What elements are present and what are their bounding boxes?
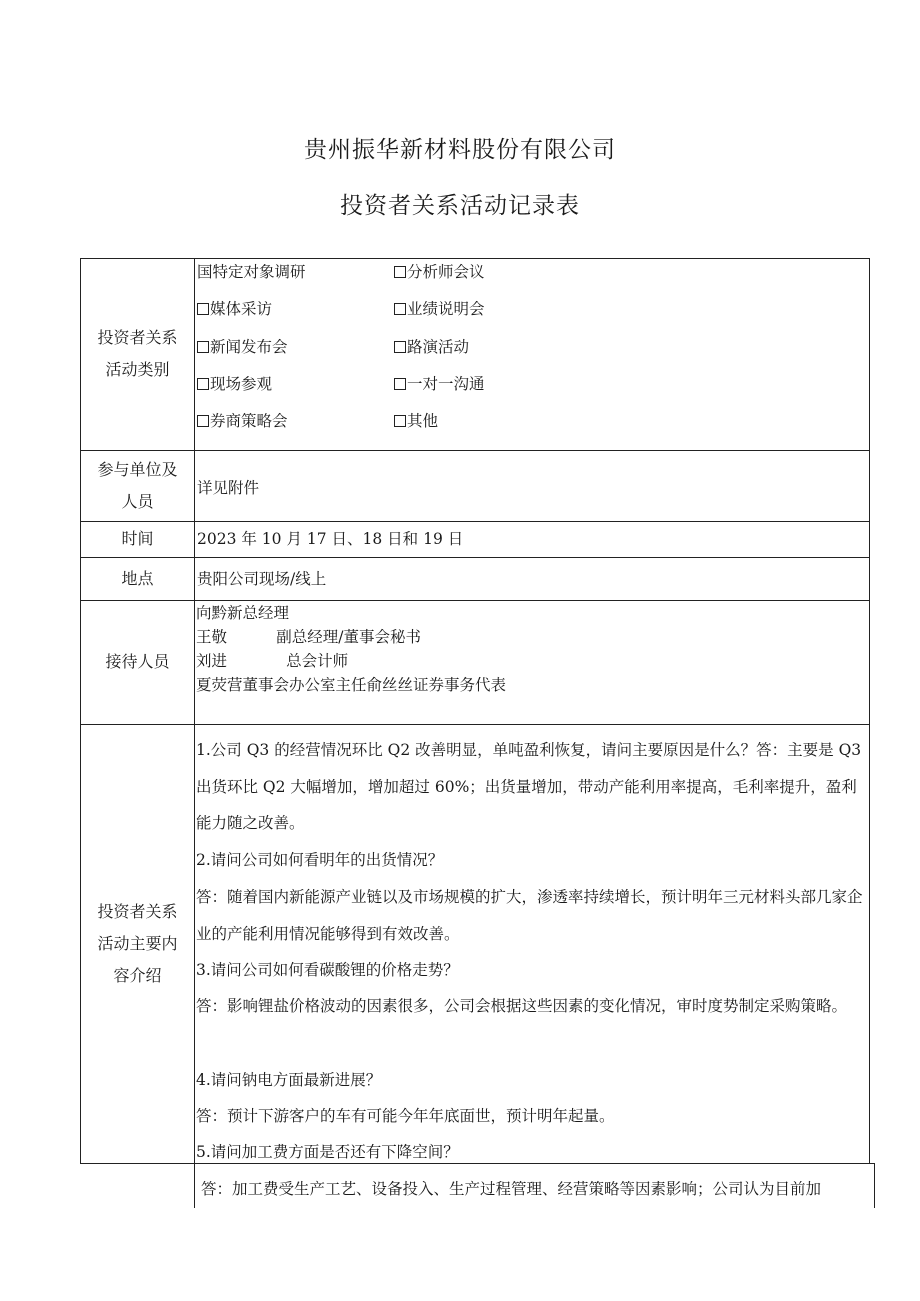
option-roadshow[interactable]: 路演活动 [394,336,469,358]
content-label: 投资者关系 活动主要内 容介绍 [97,902,178,985]
option-specific-research[interactable]: 国特定对象调研 [197,263,306,281]
answer-2: 答：随着国内新能源产业链以及市场规模的扩大，渗透率持续增长，预计明年三元材料头部几家企业的产能利用情况能够得到有效改善。 [196,888,863,943]
reception-person: 刘进 总会计师 [196,652,349,670]
time-value: 2023 年 10 月 17 日、18 日和 19 日 [197,530,464,548]
participants-value: 详见附件 [197,479,260,497]
option-press-conference[interactable]: 新闻发布会 [197,336,288,358]
reception-person: 夏荧营董事会办公室主任俞丝丝证券事务代表 [196,676,507,694]
checkbox-icon [394,378,406,390]
participants-label: 参与单位及 人员 [97,460,178,511]
checkbox-icon [394,415,406,427]
option-broker-strategy[interactable]: 券商策略会 [197,410,288,432]
activity-type-label: 投资者关系 活动类别 [97,328,178,379]
location-label: 地点 [121,569,154,588]
reception-person: 王敬 副总经理/董事会秘书 [196,628,421,646]
answer-3: 答：影响锂盐价格波动的因素很多，公司会根据这些因素的变化情况，审时度势制定采购策略。 [196,997,848,1015]
time-label: 时间 [121,529,154,548]
option-one-on-one[interactable]: 一对一沟通 [394,373,485,395]
checkbox-icon [394,266,406,278]
reception-person: 向黔新总经理 [196,604,290,622]
checkbox-icon [197,415,209,427]
checkbox-icon [197,378,209,390]
reception-label: 接待人员 [105,652,170,671]
checkbox-icon [197,341,209,353]
option-analyst-meeting[interactable]: 分析师会议 [394,261,485,283]
question-5: 5.请问加工费方面是否还有下降空间？ [196,1143,459,1161]
company-title: 贵州振华新材料股份有限公司 [304,137,616,163]
answer-5-partial: 答：加工费受生产工艺、设备投入、生产过程管理、经营策略等因素影响；公司认为目前加 [201,1180,822,1198]
checkbox-icon [197,303,209,315]
option-other[interactable]: 其他 [394,410,438,432]
qa-item-1: 1.公司 Q3 的经营情况环比 Q2 改善明显，单吨盈利恢复，请问主要原因是什么？答：主要是 Q3 出货环比 Q2 大幅增加，增加超过 60%；出货量增加，带动产能利用率提高，毛利率提升，盈利能力随之改善。 [196,741,862,832]
checkbox-icon [394,341,406,353]
answer-4: 答：预计下游客户的车有可能今年年底面世，预计明年起量。 [196,1107,615,1125]
option-earnings-call[interactable]: 业绩说明会 [394,298,485,320]
question-3: 3.请问公司如何看碳酸锂的价格走势？ [196,961,459,979]
location-value: 贵阳公司现场/线上 [197,570,327,588]
question-4: 4.请问钠电方面最新进展？ [196,1071,382,1089]
option-site-visit[interactable]: 现场参观 [197,373,272,395]
option-media-interview[interactable]: 媒体采访 [197,298,272,320]
checkbox-icon [394,303,406,315]
question-2: 2.请问公司如何看明年的出货情况？ [196,851,444,869]
form-title: 投资者关系活动记录表 [340,193,580,219]
